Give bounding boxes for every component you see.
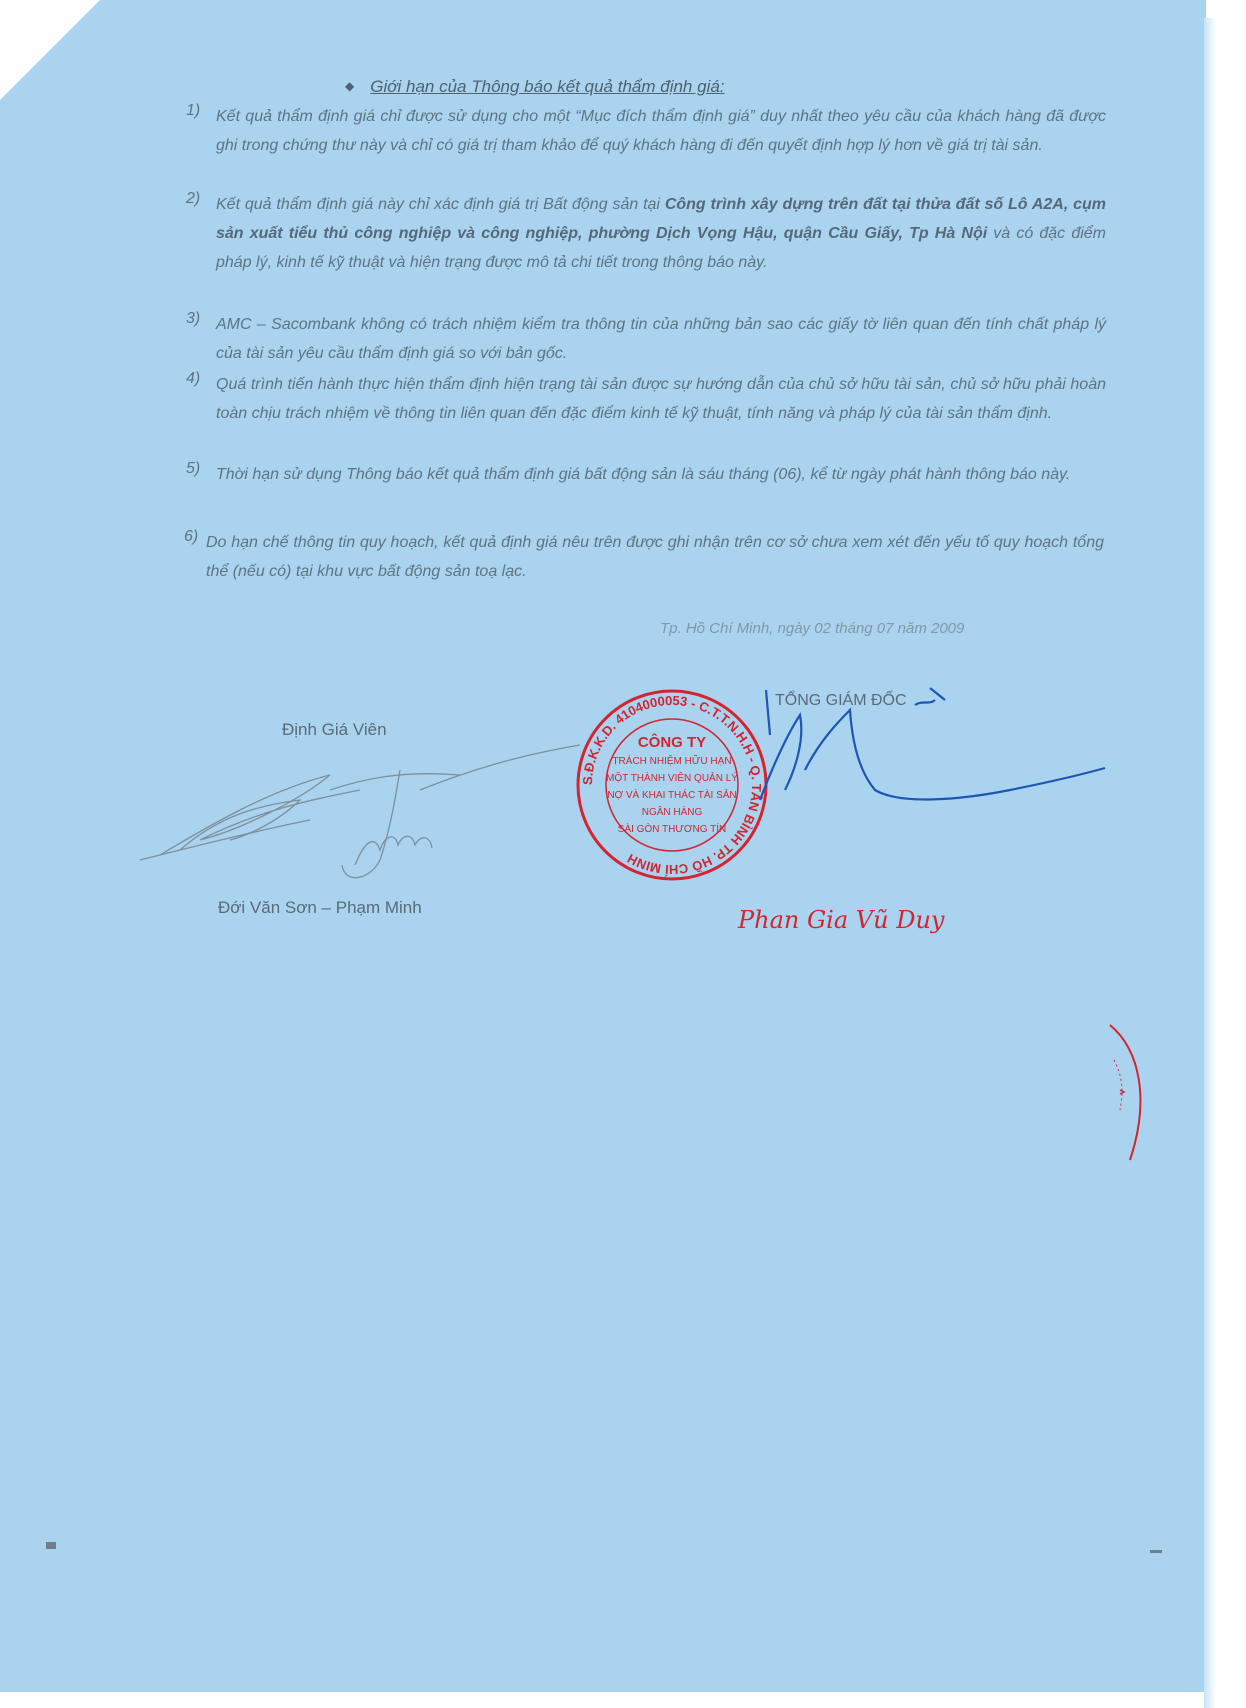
stamp-line: CÔNG TY bbox=[637, 734, 707, 751]
item-number: 6) bbox=[184, 528, 199, 545]
item-number: 1) bbox=[186, 102, 201, 119]
appraiser-names: Đới Văn Sơn – Phạm Minh bbox=[218, 898, 422, 917]
svg-text:S.Đ.K.K.D. 4104000053 - C.T.T.: S.Đ.K.K.D. 4104000053 - C.T.T.N.H.H - Q. TÂN BÌNH TP. HỒ CHÍ MINH bbox=[579, 692, 765, 878]
item-text: AMC – Sacombank không có trách nhiệm kiểm tra thông tin của những bản sao các giấy tờ liên quan đến tính chất pháp lý của tài sản yêu cầu thẩm định giá so với bản gốc. bbox=[216, 316, 1106, 362]
stamp-seal-icon bbox=[572, 685, 772, 885]
diamond-bullet-icon: ◆ bbox=[345, 79, 355, 93]
scan-mark bbox=[46, 1542, 56, 1549]
page-edge bbox=[1204, 18, 1216, 1708]
item-number: 5) bbox=[186, 460, 201, 477]
limitation-item-5 bbox=[186, 460, 1106, 489]
item-number: 3) bbox=[186, 310, 201, 327]
appraiser-title: Định Giá Viên bbox=[282, 720, 387, 739]
item-number: 2) bbox=[186, 190, 201, 207]
stamp-line: NỢ VÀ KHAI THÁC TÀI SẢN bbox=[607, 790, 737, 801]
limitations-heading bbox=[345, 77, 725, 97]
item-text: Thời hạn sử dụng Thông báo kết quả thẩm định giá bất động sản là sáu tháng (06), kể từ ngày phát hành thông báo này. bbox=[216, 466, 1071, 483]
item-text: Kết quả thẩm định giá chỉ được sử dụng cho một “Mục đích thẩm định giá” duy nhất theo yêu cầu của khách hàng đã được ghi trong chứng thư này và chỉ có giá trị tham khảo để quý khách hàng đi đến quyết định hợp lý hơn về giá trị tài sản. bbox=[216, 108, 1106, 154]
stamp-line: NGÂN HÀNG bbox=[641, 807, 703, 818]
scan-mark bbox=[1150, 1550, 1162, 1553]
stamp-line: MỘT THÀNH VIÊN QUẢN LÝ bbox=[606, 773, 738, 784]
heading-title: Giới hạn của Thông báo kết quả thẩm định giá: bbox=[370, 77, 725, 96]
place-and-date: Tp. Hồ Chí Minh, ngày 02 tháng 07 năm 2009 bbox=[660, 620, 965, 637]
limitation-item-4 bbox=[186, 370, 1106, 428]
company-stamp bbox=[572, 685, 772, 885]
item-text: Do hạn chế thông tin quy hoạch, kết quả định giá nêu trên được ghi nhận trên cơ sở chưa xem xét đến yếu tố quy hoạch tổng thể (nếu có) tại khu vực bất động sản toạ lạc. bbox=[206, 534, 1104, 580]
stamp-line: TRÁCH NHIỆM HỮU HẠN bbox=[612, 756, 732, 767]
limitation-item-3 bbox=[186, 310, 1106, 368]
limitation-item-6 bbox=[184, 528, 1104, 586]
limitation-item-2 bbox=[186, 190, 1106, 277]
director-name: Phan Gia Vũ Duy bbox=[738, 906, 945, 934]
item-text: Quá trình tiến hành thực hiện thẩm định hiện trạng tài sản được sự hướng dẫn của chủ sở hữu tài sản, chủ sở hữu phải hoàn toàn chịu trách nhiệm về thông tin liên quan đến đặc điểm kinh tế kỹ thuật, tính năng và pháp lý của tài sản thẩm định. bbox=[216, 376, 1106, 422]
item-text: Kết quả thẩm định giá này chỉ xác định giá trị Bất động sản tại Công trình xây dựng trên đất tại thửa đất số Lô A2A, cụm sản xuất tiểu thủ công nghiệp và công nghiệp, phường Dịch Vọng Hậu, quận Cầu Giấy, Tp Hà Nội và có đặc điểm pháp lý, kinh tế kỹ thuật và hiện trạng được mô tả chi tiết trong thông báo này. bbox=[216, 196, 1106, 271]
partial-edge-stamp-icon bbox=[1100, 1020, 1150, 1170]
stamp-line: SÀI GÒN THƯƠNG TÍN bbox=[617, 824, 727, 835]
director-title: TỔNG GIÁM ĐỐC bbox=[775, 692, 907, 709]
item-number: 4) bbox=[186, 370, 201, 387]
property-address: Công trình xây dựng trên đất tại thửa đất số Lô A2A, cụm sản xuất tiểu thủ công nghiệp và công nghiệp, phường Dịch Vọng Hậu, quận Cầu Giấy, Tp Hà Nội bbox=[216, 196, 1106, 242]
limitation-item-1 bbox=[186, 102, 1106, 160]
